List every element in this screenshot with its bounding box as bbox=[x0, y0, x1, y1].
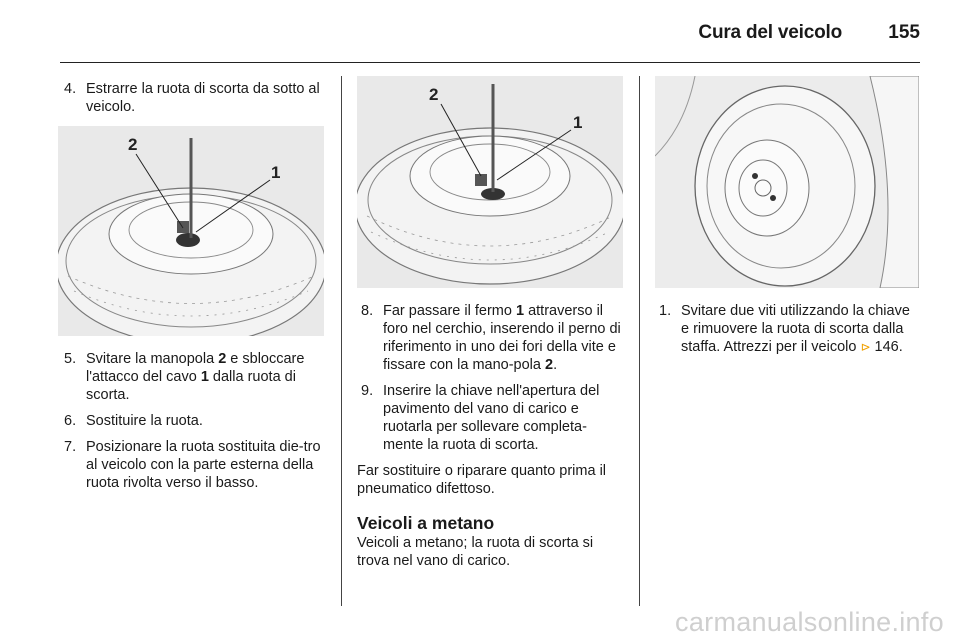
step-4-text: Estrarre la ruota di scorta da sotto al veicolo. bbox=[86, 81, 320, 115]
column-1 bbox=[60, 80, 328, 500]
cng-vehicles-paragraph: Veicoli a metano; la ruota di scorta si trova nel vano di carico. bbox=[357, 535, 594, 569]
callout-1: 1 bbox=[271, 163, 281, 182]
watermark: carmanualsonline.info bbox=[675, 607, 944, 637]
step-5: 5. Svitare la manopola 2 e sbloccare l'attacco del cavo 1 dalla ruota di scorta. bbox=[64, 351, 305, 403]
step-8: 8. Far passare il fermo 1 attraverso il foro nel cerchio, inserendo il perno di riferimento in uno dei fori della vite e fissare con la mano-pola 2. bbox=[361, 303, 621, 373]
callout-2: 2 bbox=[128, 135, 138, 154]
column-3 bbox=[655, 76, 921, 364]
repair-tyre-paragraph: Far sostituire o riparare quanto prima il pneumatico difettoso. bbox=[357, 463, 607, 497]
step-1: 1. Svitare due viti utilizzando la chiave e rimuovere la ruota di scorta dalla staffa. Attrezzi per il veicolo ⊳ 146. bbox=[659, 303, 910, 355]
column-divider-right bbox=[639, 76, 640, 606]
section-title: Cura del veicolo bbox=[698, 22, 842, 43]
step-7: 7. Posizionare la ruota sostituita die-tro al veicolo con la parte esterna della ruota rivolta verso il basso. bbox=[64, 439, 321, 491]
page-header bbox=[60, 0, 920, 63]
callout-1: 1 bbox=[573, 113, 583, 132]
column-2 bbox=[357, 76, 625, 580]
page-number: 155 bbox=[888, 22, 920, 43]
callout-2: 2 bbox=[429, 85, 439, 104]
spare-wheel-cable-illustration bbox=[357, 76, 623, 288]
subheading-cng-vehicles: Veicoli a metano bbox=[357, 513, 495, 533]
step-6: 6. Sostituire la ruota. bbox=[64, 413, 203, 429]
column-divider-left bbox=[341, 76, 342, 606]
reference-page[interactable]: 146 bbox=[874, 339, 899, 355]
spare-wheel-bracket-illustration bbox=[655, 76, 919, 288]
spare-wheel-underside-illustration bbox=[58, 126, 324, 336]
step-4: 4. Estrarre la ruota di scorta da sotto al veicolo. bbox=[64, 81, 320, 115]
right-arrow-reference-icon: ⊳ bbox=[860, 340, 871, 354]
step-9: 9. Inserire la chiave nell'apertura del pavimento del vano di carico e ruotarla per sollevare completa-mente la ruota di scorta. bbox=[361, 383, 600, 453]
